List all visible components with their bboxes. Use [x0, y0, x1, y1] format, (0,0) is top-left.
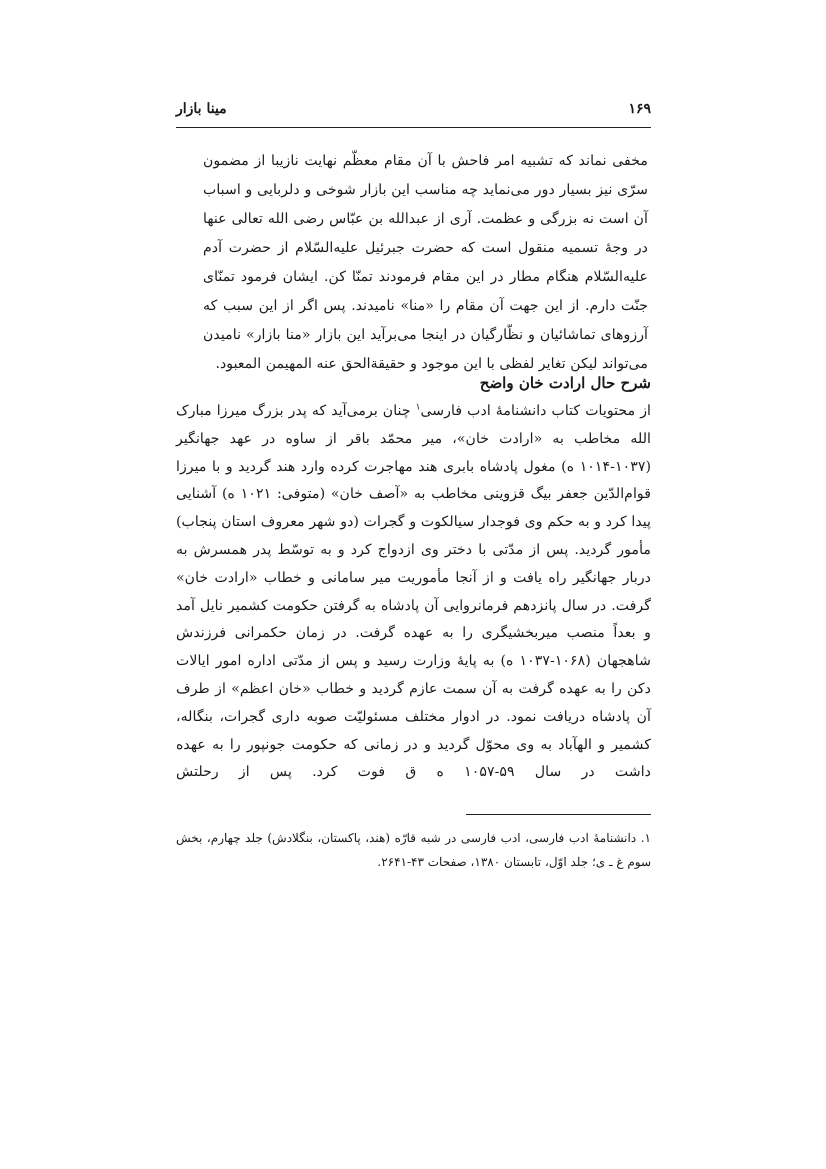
footnote-reference[interactable]: ۱: [415, 402, 421, 413]
page-number: ۱۶۹: [628, 101, 651, 117]
body-text: [176, 398, 651, 787]
body-text-part-2: چنان برمی‌آید که پدر بزرگ میرزا مبارک الله مخاطب به «ارادت خان»، میر محمّد باقر از ساوه در عهد جهانگیر (۱۰۳۷-۱۰۱۴ ه) مغول پادشاه بابری هند مهاجرت کرده وارد هند گردید و با میرزا قوام‌الدّین جعفر بیگ قزوینی مخاطب به «آصف خان» (متوفی: ۱۰۲۱ ه) آشنایی پیدا کرد و به حکم وی فوجدار سیالکوت و گجرات (دو شهر معروف استان پنجاب) مأمور گردید. پس از مدّتی با دختر وی ازدواج کرد و به توسّط پدر همسرش به دربار جهانگیر راه یافت و از آنجا مأموریت میر سامانی و خطاب «ارادت خان» گرفت. در سال پانزدهم فرمانروایی آن پادشاه به گرفتن حکومت کشمیر نایل آمد و بعداً منصب میربخشیگری را به عهده گرفت. در زمان حکمرانی فرزندش شاهجهان (۱۰۶۸-۱۰۳۷ ه) به پایهٔ وزارت رسید و پس از مدّتی اداره امور ایالات دکن را به عهده گرفت به آن سمت عازم گردید و خطاب «خان اعظم» از طرف آن پادشاه دریافت نمود. در ادوار مختلف مسئولیّت صوبه داری گجرات، بنگاله، کشمیر و الهآباد به وی محوّل گردید و در زمانی که حکومت جونپور را به عهده داشت در سال ۵۹-۱۰۵۷ ه ق فوت کرد. پس از رحلتش: [176, 403, 652, 781]
body-paragraph: [176, 398, 651, 787]
page-header: [176, 96, 651, 122]
running-title: مینا بازار: [176, 101, 227, 117]
section-heading: شرح حال ارادت خان واضح: [479, 374, 651, 392]
header-divider: [176, 127, 651, 128]
quoted-paragraph: مخفی نماند که تشبیه امر فاحش با آن مقام معظّم نهایت نازیبا از مضمون سرّی نیز بسیار دور می‌نماید چه مناسب این بازار شوخی و دلربایی و اسباب آن است نه بزرگی و عظمت. آری از عبدالله بن عبّاس رضی الله تعالی عنها در وجهٔ تسمیه منقول است که حضرت جبرئیل علیه‌السّلام از حضرت آدم علیه‌السّلام هنگام مطار در این مقام فرمودند تمنّا کن. ایشان فرمود تمنّای جنّت دارم. از این جهت آن مقام را «منا» نامیدند. پس اگر از این سبب که آرزوهای تماشائیان و نظّارگیان در اینجا می‌برآید این بازار «منا بازار» نامیدن می‌تواند لیکن تغایر لفظی با این موجود و حقیقةالحق عنه المهیمن المعبود.: [203, 153, 648, 372]
footnote: ۱. دانشنامهٔ ادب فارسی، ادب فارسی در شبه قارّه (هند، پاکستان، بنگلادش) جلد چهارم، بخش سوم غ ـ ی؛ جلد اوّل، تابستان ۱۳۸۰، صفحات ۴۳-۲۶۴۱.: [176, 831, 651, 869]
footnote-divider: [466, 814, 651, 815]
quoted-passage: [203, 147, 648, 379]
body-text-part-1: از محتویات کتاب دانشنامهٔ ادب فارسی: [420, 403, 651, 419]
